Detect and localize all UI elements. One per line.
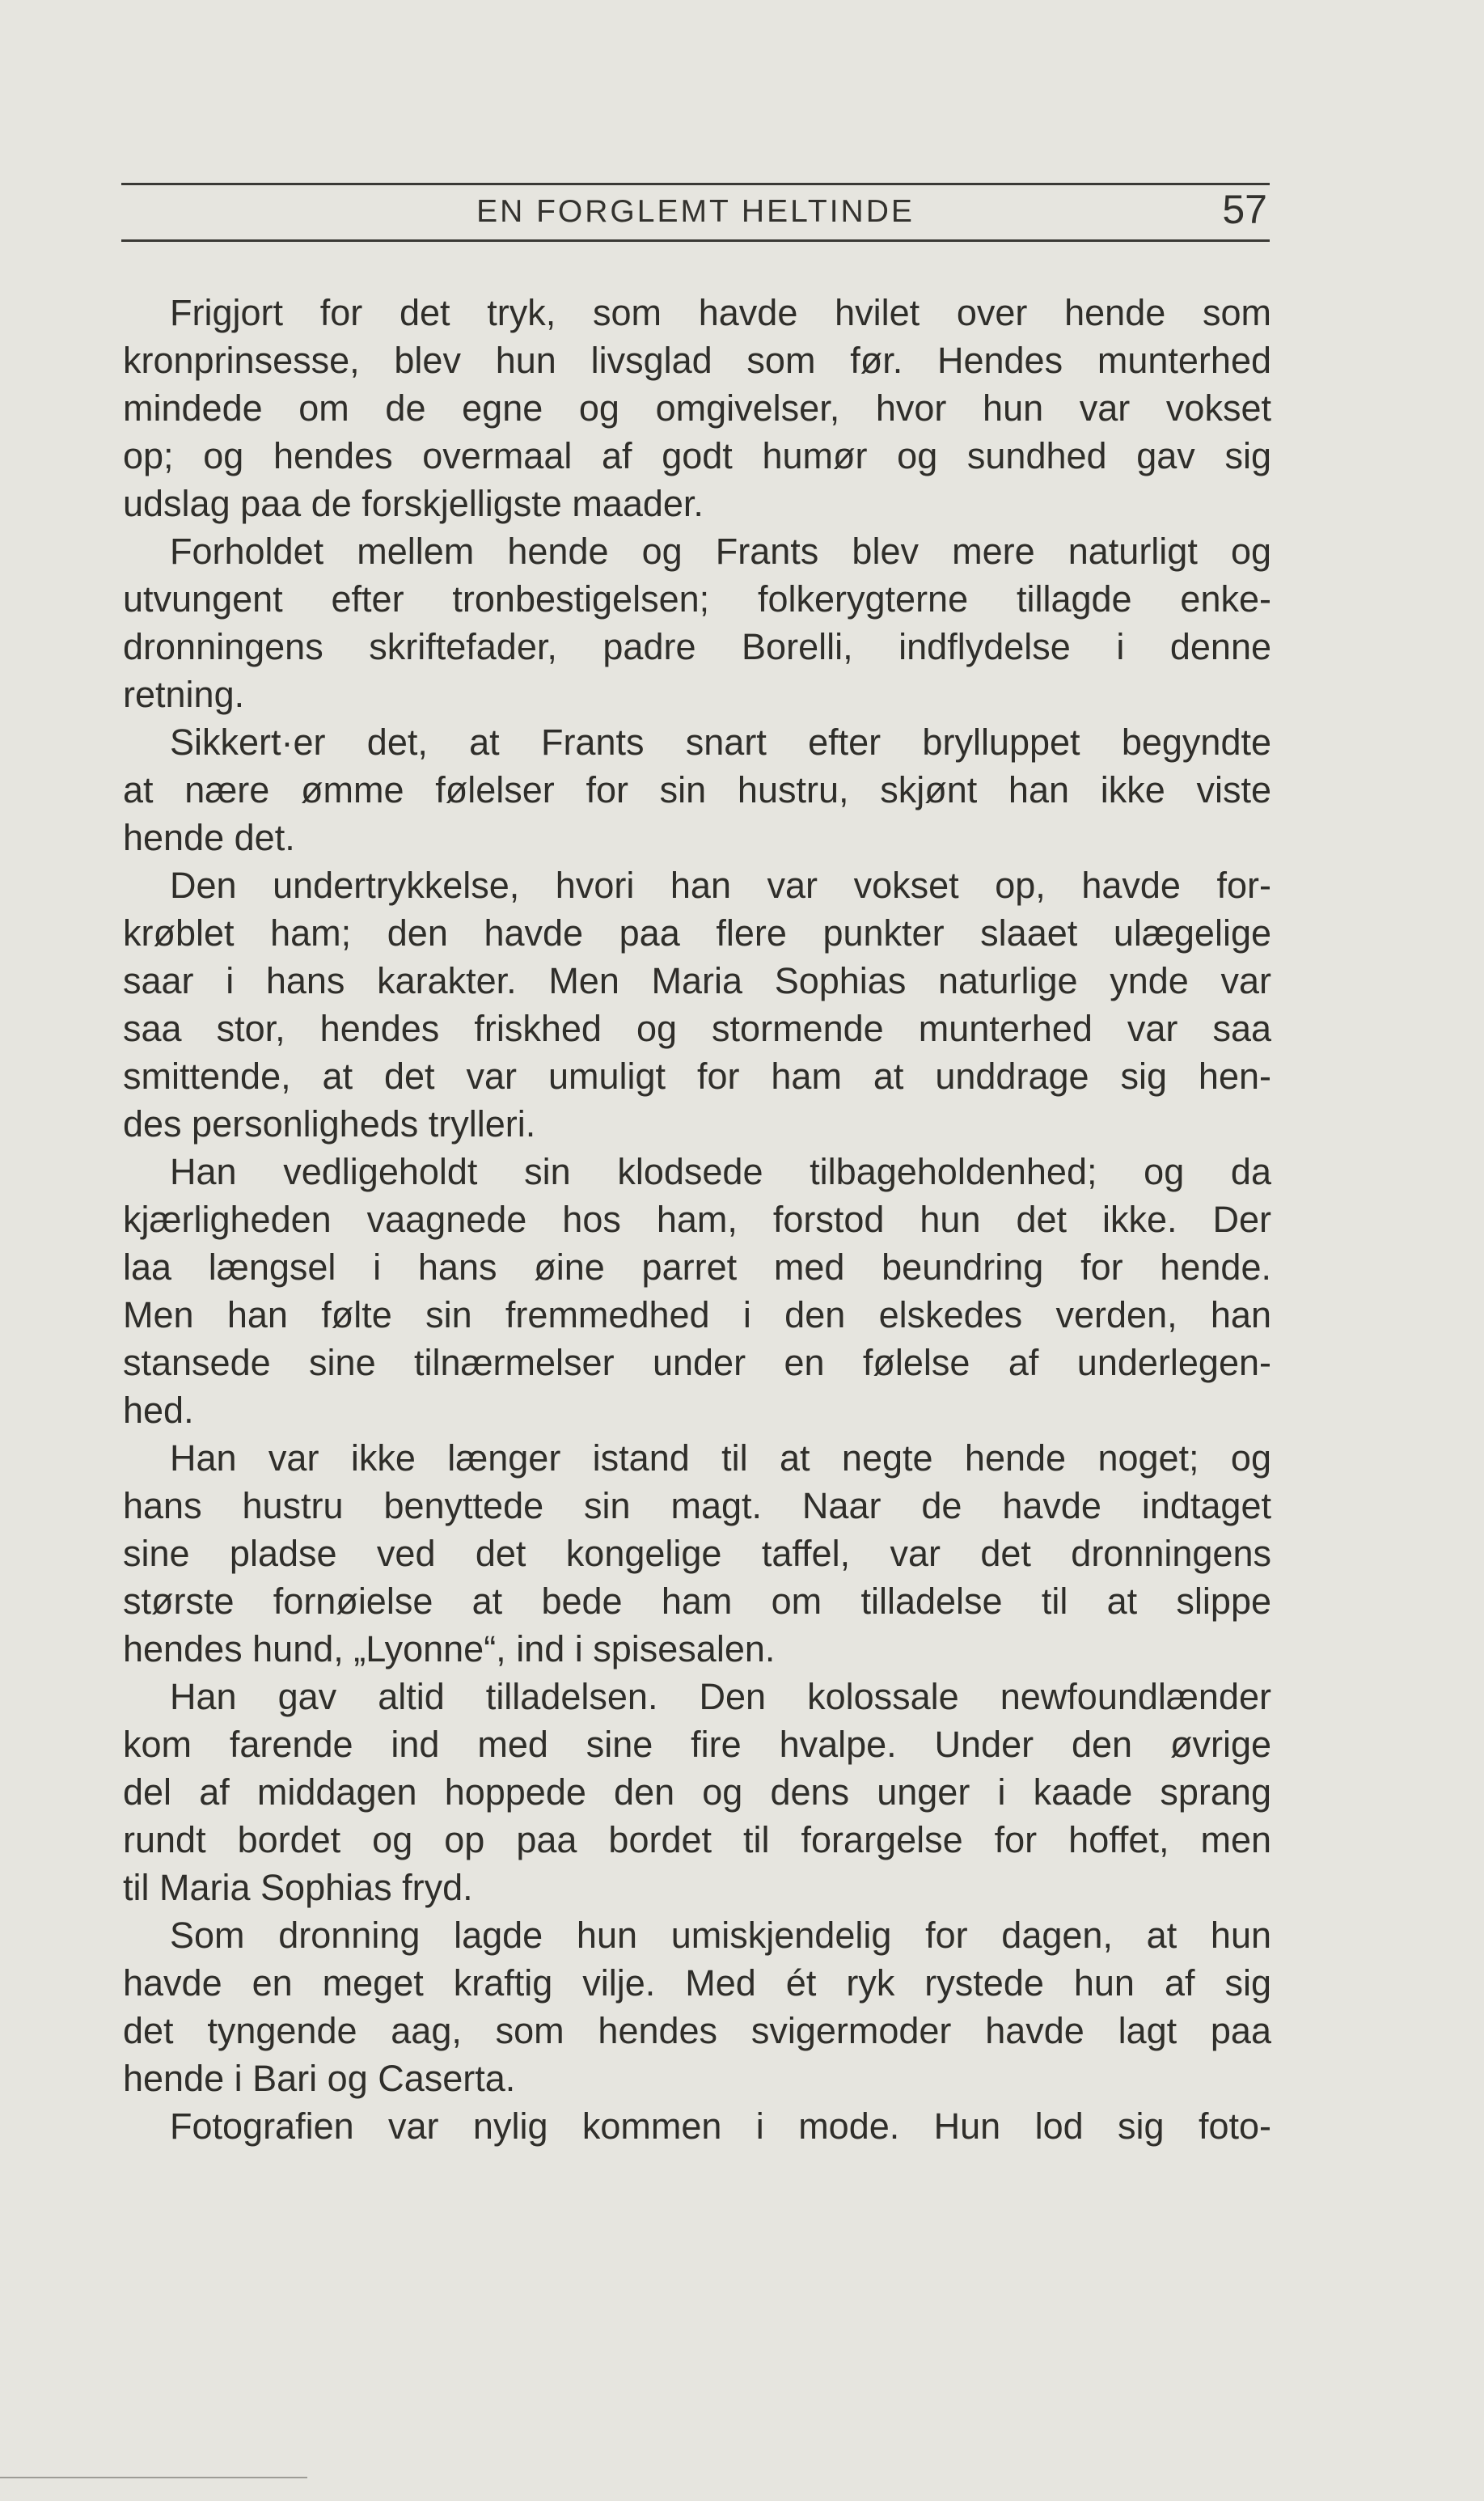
text-line: Han vedligeholdt sin klodsede tilbageholdenhed; og da xyxy=(170,1151,1271,1192)
text-line: Forholdet mellem hende og Frants blev mere naturligt og xyxy=(170,531,1271,572)
text-line: krøblet ham; den havde paa flere punkter slaaet ulægelige xyxy=(123,912,1271,954)
text-line: hende i Bari og Caserta. xyxy=(123,2058,516,2099)
text-line: smittende, at det var umuligt for ham at unddrage sig hen- xyxy=(123,1056,1271,1097)
text-line: retning. xyxy=(123,674,245,715)
text-line: udslag paa de forskjelligste maader. xyxy=(123,483,704,524)
footer-rule xyxy=(0,2477,307,2478)
text-line: hende det. xyxy=(123,817,295,858)
text-line: del af middagen hoppede den og dens unger i kaade sprang xyxy=(123,1771,1271,1813)
text-line: saar i hans karakter. Men Maria Sophias naturlige ynde var xyxy=(123,960,1271,1001)
body-text xyxy=(123,289,1271,2150)
text-line: Fotografien var nylig kommen i mode. Hun lod sig foto- xyxy=(170,2105,1271,2147)
text-line: kom farende ind med sine fire hvalpe. Under den øvrige xyxy=(123,1724,1271,1765)
text-line: hans hustru benyttede sin magt. Naar de havde indtaget xyxy=(123,1485,1271,1526)
paragraph xyxy=(123,1148,1271,1434)
text-line: Som dronning lagde hun umiskjendelig for dagen, at hun xyxy=(170,1915,1271,1956)
text-line: utvungent efter tronbestigelsen; folkerygterne tillagde enke- xyxy=(123,578,1271,620)
text-line: laa længsel i hans øine parret med beundring for hende. xyxy=(123,1246,1271,1288)
paragraph xyxy=(123,718,1271,861)
paragraph xyxy=(123,1434,1271,1673)
text-line: kronprinsesse, blev hun livsglad som før. Hendes munterhed xyxy=(123,340,1271,381)
text-line: havde en meget kraftig vilje. Med ét ryk rystede hun af sig xyxy=(123,1962,1271,2004)
text-line: Han gav altid tilladelsen. Den kolossale newfoundlænder xyxy=(170,1676,1271,1717)
text-line: hed. xyxy=(123,1390,194,1431)
paragraph xyxy=(123,861,1271,1148)
paragraph xyxy=(123,1673,1271,1911)
text-line: det tyngende aag, som hendes svigermoder havde lagt paa xyxy=(123,2010,1271,2051)
running-title: EN FORGLEMT HELTINDE xyxy=(476,194,915,229)
paragraph xyxy=(123,527,1271,718)
header-bottom-rule xyxy=(121,239,1270,242)
text-line: Han var ikke længer istand til at negte hende noget; og xyxy=(170,1437,1271,1479)
text-line: største fornøielse at bede ham om tilladelse til at slippe xyxy=(123,1581,1271,1622)
paragraph xyxy=(123,1911,1271,2102)
text-line: stansede sine tilnærmelser under en følelse af underlegen- xyxy=(123,1342,1271,1383)
text-line: Frigjort for det tryk, som havde hvilet over hende som xyxy=(170,292,1271,333)
page-number: 57 xyxy=(1222,187,1267,232)
paragraph xyxy=(123,289,1271,527)
text-line: dronningens skriftefader, padre Borelli, indflydelse i denne xyxy=(123,626,1271,667)
text-line: Den undertrykkelse, hvori han var vokset op, havde for- xyxy=(170,865,1271,906)
paragraph xyxy=(123,2102,1271,2150)
text-line: kjærligheden vaagnede hos ham, forstod hun det ikke. Der xyxy=(123,1199,1271,1240)
text-line: saa stor, hendes friskhed og stormende munterhed var saa xyxy=(123,1008,1271,1049)
text-line: des personligheds trylleri. xyxy=(123,1103,536,1145)
text-line: sine pladse ved det kongelige taffel, var det dronningens xyxy=(123,1533,1271,1574)
text-line: at nære ømme følelser for sin hustru, skjønt han ikke viste xyxy=(123,769,1271,810)
text-line: rundt bordet og op paa bordet til forargelse for hoffet, men xyxy=(123,1819,1271,1860)
text-line: mindede om de egne og omgivelser, hvor hun var vokset xyxy=(123,387,1271,429)
text-line: Men han følte sin fremmedhed i den elskedes verden, han xyxy=(123,1294,1271,1335)
text-line: Sikkert·er det, at Frants snart efter brylluppet begyndte xyxy=(170,722,1271,763)
text-line: op; og hendes overmaal af godt humør og sundhed gav sig xyxy=(123,435,1271,476)
text-line: til Maria Sophias fryd. xyxy=(123,1867,473,1908)
header-top-rule xyxy=(121,183,1270,185)
text-line: hendes hund, „Lyonne“, ind i spisesalen. xyxy=(123,1628,776,1669)
